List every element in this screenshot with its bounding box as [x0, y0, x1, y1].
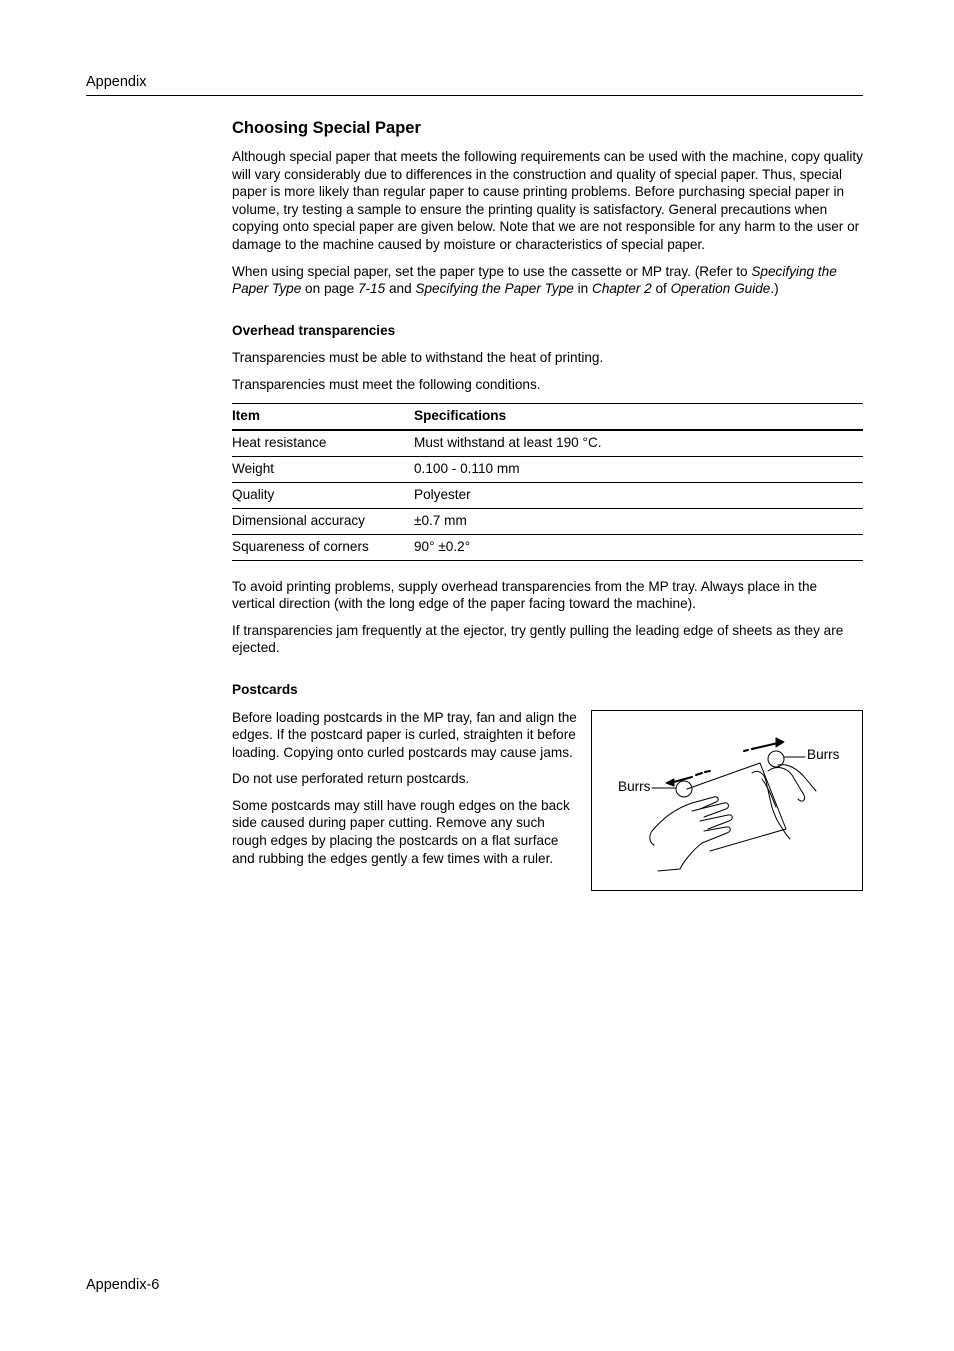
- table-cell-item: Quality: [232, 487, 275, 503]
- xref-specifying-paper-type-2: Specifying the Paper Type: [415, 281, 574, 297]
- transparencies-para-1: Transparencies must be able to withstand the heat of printing.: [232, 350, 604, 366]
- table-row: [232, 534, 863, 560]
- table-cell-spec: ±0.7 mm: [414, 513, 467, 529]
- table-cell-spec: Must withstand at least 190 °C.: [414, 435, 602, 451]
- xref-operation-guide: Operation Guide: [670, 281, 771, 297]
- intro-paragraph: Although special paper that meets the following requirements can be used with the machine, copy quality will vary considerably due to differences in the construction and quality of special paper. Thus, special paper is more likely than regular paper to cause printing problems. Before purchasing special paper in volume, try testing a sample to ensure the printing quality is satisfactory. General precautions when copying onto special paper are given below. Note that we are not responsible for any harm to the user or damage to the machine caused by moisture or characteristics of special paper.: [232, 149, 863, 252]
- table-header-specifications: Specifications: [414, 408, 507, 424]
- table-row: [232, 430, 863, 457]
- table-cell-spec: 0.100 - 0.110 mm: [414, 461, 520, 477]
- section-title: Choosing Special Paper: [232, 119, 421, 137]
- postcards-para-3: Some postcards may still have rough edges on the back side caused during paper cutting. Remove any such rough edges by placing the postcards on a flat surface and rubbing the edges gently a few times with a ruler.: [232, 797, 570, 866]
- header-rule: [86, 95, 863, 96]
- table-cell-item: Squareness of corners: [232, 539, 369, 555]
- transparencies-heading: Overhead transparencies: [232, 322, 396, 338]
- transparencies-para-3: To avoid printing problems, supply overhead transparencies from the MP tray. Always place in the vertical direction (with the long edge of the paper facing toward the machine).: [232, 578, 818, 612]
- table-cell-item: Heat resistance: [232, 435, 327, 451]
- postcards-section: [232, 709, 863, 868]
- paper-type-note: When using special paper, set the paper type to use the cassette or MP tray. (Refer to Specifying the Paper Type on page 7-15 and Specifying the Paper Type in Chapter 2 of Operation Guide.): [232, 263, 837, 297]
- burr-circle-left: [676, 781, 692, 797]
- table-row: [232, 508, 863, 534]
- xref-chapter: Chapter 2: [592, 281, 652, 297]
- table-cell-item: Dimensional accuracy: [232, 513, 365, 529]
- table-header-row: [232, 403, 863, 430]
- table-row: [232, 456, 863, 482]
- table-header-item: Item: [232, 408, 260, 424]
- burrs-label-left: Burrs: [618, 778, 651, 794]
- page-number: Appendix-6: [86, 1277, 160, 1293]
- table-cell-item: Weight: [232, 461, 275, 477]
- xref-page: 7-15: [357, 281, 386, 297]
- running-header: Appendix: [86, 74, 147, 90]
- main-content: [232, 118, 863, 876]
- table-cell-spec: Polyester: [414, 487, 471, 503]
- burrs-illustration: [591, 710, 863, 891]
- transparency-spec-table: [232, 403, 863, 561]
- hands-rubbing-postcard-illustration: [592, 711, 862, 890]
- postcards-para-2: Do not use perforated return postcards.: [232, 771, 470, 787]
- burrs-label-right: Burrs: [807, 746, 840, 762]
- transparencies-para-2: Transparencies must meet the following conditions.: [232, 376, 541, 392]
- xref-specifying-paper-type: Specifying the Paper Type: [232, 263, 837, 297]
- table-cell-spec: 90° ±0.2°: [414, 539, 471, 555]
- postcards-para-1: Before loading postcards in the MP tray, fan and align the edges. If the postcard paper is curled, straighten it before loading. Copying onto curled postcards may cause jams.: [232, 709, 577, 760]
- transparencies-para-4: If transparencies jam frequently at the ejector, try gently pulling the leading edge of sheets as they are ejected.: [232, 622, 844, 656]
- postcards-heading: Postcards: [232, 681, 298, 697]
- table-row: [232, 482, 863, 508]
